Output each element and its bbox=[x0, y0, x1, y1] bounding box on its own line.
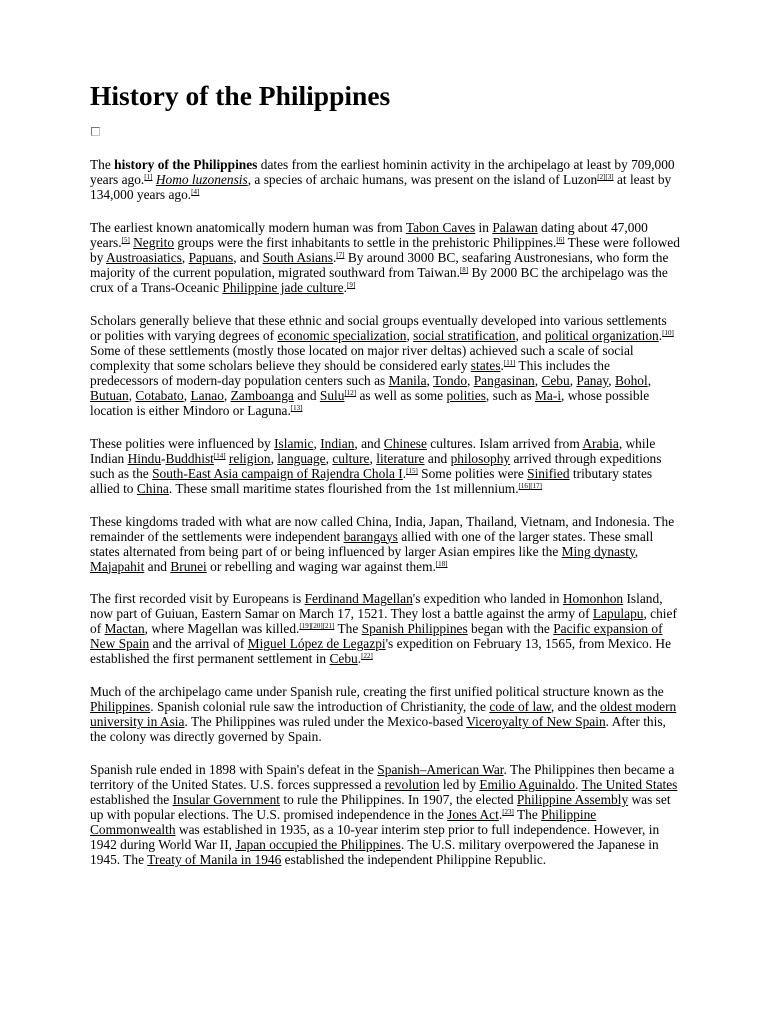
body-text: and bbox=[424, 450, 451, 466]
body-text: , such as bbox=[485, 387, 536, 403]
body-text: , and bbox=[233, 249, 263, 265]
wiki-link[interactable]: Pacific expansion of New Spain bbox=[90, 621, 663, 652]
body-text: . bbox=[402, 465, 407, 481]
wiki-link[interactable]: revolution bbox=[384, 777, 440, 793]
paragraph bbox=[90, 220, 680, 295]
citation-link[interactable]: [6] bbox=[556, 235, 565, 244]
broken-image-icon bbox=[91, 127, 100, 136]
wiki-link[interactable]: Panay bbox=[576, 372, 609, 388]
citation-link[interactable]: [22] bbox=[361, 652, 373, 661]
body-text: and the arrival of bbox=[149, 636, 248, 652]
body-text: tributary states allied to bbox=[90, 465, 653, 496]
citation-link[interactable]: [7] bbox=[336, 250, 345, 259]
wiki-link[interactable]: Palawan bbox=[492, 219, 538, 235]
wiki-link[interactable]: Mactan bbox=[104, 621, 145, 637]
body-text: , bbox=[313, 435, 321, 451]
body-text: or rebelling and waging war against them. bbox=[206, 558, 436, 574]
citation-link[interactable]: [5] bbox=[121, 235, 130, 244]
wiki-link[interactable]: Japan occupied the Philippines bbox=[235, 837, 401, 853]
body-text: , bbox=[406, 327, 414, 343]
wiki-link[interactable]: economic specialization bbox=[277, 327, 407, 343]
wiki-link[interactable]: Lanao bbox=[190, 387, 224, 403]
body-text: to rule the Philippines. In 1907, the elected bbox=[280, 792, 517, 808]
citation-link[interactable]: [18] bbox=[435, 559, 448, 568]
wiki-link[interactable]: Zamboanga bbox=[230, 387, 294, 403]
body-text: Some polities were bbox=[417, 465, 528, 481]
wiki-link[interactable]: Bohol bbox=[614, 372, 648, 388]
body-text: 's expedition on February 13, 1565, from Mexico. He established the first permanent settlement in bbox=[90, 636, 672, 667]
wiki-link[interactable]: Philippines bbox=[90, 699, 151, 715]
citation-sup bbox=[605, 173, 613, 181]
citation-sup bbox=[460, 266, 468, 274]
body-text: in bbox=[475, 219, 493, 235]
paragraph bbox=[90, 436, 680, 496]
wiki-link[interactable]: Spanish–American War bbox=[377, 762, 504, 778]
citation-sup bbox=[214, 452, 226, 460]
citation-sup bbox=[291, 404, 303, 412]
body-text: , and bbox=[515, 327, 545, 343]
body-text: dates from the earliest hominin activity in the archipelago at least by 709,000 years ago. bbox=[90, 157, 675, 187]
wiki-link[interactable]: Jones Act bbox=[447, 807, 499, 823]
body-text: By 2000 BC the archipelago was the crux of a Trans-Oceanic bbox=[90, 264, 668, 295]
paragraph bbox=[90, 684, 680, 744]
body-text: , where Magellan was killed. bbox=[144, 621, 300, 637]
wiki-link[interactable]: Cebu bbox=[329, 651, 358, 667]
wiki-link[interactable]: barangays bbox=[343, 528, 398, 544]
body-text: These polities were influenced by bbox=[90, 435, 275, 451]
body-text: , bbox=[181, 249, 189, 265]
wiki-link[interactable]: Sinified bbox=[527, 465, 570, 481]
wiki-link[interactable]: Majapahit bbox=[90, 558, 145, 574]
citation-link[interactable]: [1] bbox=[144, 173, 153, 181]
wiki-link[interactable]: code of law bbox=[489, 699, 551, 715]
wiki-link[interactable]: Sulu bbox=[319, 387, 345, 403]
wiki-link[interactable]: Insular Government bbox=[172, 792, 281, 808]
body-text: 's expedition who landed in bbox=[412, 591, 563, 607]
body-text: . bbox=[332, 249, 337, 265]
wiki-link[interactable]: Cotabato bbox=[135, 387, 184, 403]
wiki-link[interactable]: political organization bbox=[544, 327, 659, 343]
wiki-link[interactable]: Indian bbox=[320, 435, 355, 451]
wiki-link[interactable]: Treaty of Manila in 1946 bbox=[147, 852, 282, 868]
body-text: , and bbox=[354, 435, 384, 451]
body-text: , bbox=[467, 372, 474, 388]
wiki-link[interactable]: culture bbox=[332, 450, 370, 466]
citation-link[interactable]: [14] bbox=[213, 451, 226, 460]
wiki-link[interactable]: Philippine Commonwealth bbox=[90, 807, 597, 838]
citation-link[interactable]: [11] bbox=[503, 358, 516, 367]
wiki-link[interactable]: Tabon Caves bbox=[405, 219, 476, 235]
wiki-link[interactable]: social stratification bbox=[413, 327, 516, 343]
wiki-link[interactable]: Negrito bbox=[133, 234, 175, 250]
body-text: , whose possible location is either Mindoro or Laguna. bbox=[90, 387, 650, 418]
body-text: began with the bbox=[467, 621, 554, 637]
body-text: , bbox=[128, 387, 136, 403]
body-text: Scholars generally believe that these ethnic and social groups eventually developed into various settlements or polities with varying degrees of bbox=[90, 312, 667, 343]
body-text: dating about 47,000 years. bbox=[90, 219, 648, 250]
citation-link[interactable]: [20] bbox=[311, 622, 323, 631]
citation-link[interactable]: [10] bbox=[662, 328, 674, 337]
wiki-link[interactable]: Emilio Aguinaldo bbox=[479, 777, 575, 793]
wiki-link[interactable]: Manila bbox=[388, 372, 427, 388]
body-text: arrived through expeditions such as the bbox=[90, 450, 662, 481]
citation-sup bbox=[504, 359, 515, 367]
body-text: Island, now part of Guiuan, Eastern Samar on March 17, 1521. They lost a battle against the army of bbox=[90, 591, 663, 622]
citation-link[interactable]: [12] bbox=[344, 388, 357, 397]
citation-link[interactable]: [17] bbox=[530, 481, 542, 490]
citation-sup bbox=[530, 482, 542, 490]
body-text: These were followed by bbox=[90, 234, 680, 265]
bold-text: history of the Philippines bbox=[114, 157, 258, 172]
body-text: . bbox=[658, 327, 663, 343]
citation-sup bbox=[556, 236, 564, 244]
wiki-link[interactable]: The United States bbox=[581, 777, 678, 793]
paragraph bbox=[90, 313, 680, 418]
citation-sup bbox=[361, 652, 373, 660]
wiki-link[interactable]: states bbox=[470, 357, 501, 373]
citation-link[interactable]: [15] bbox=[406, 466, 418, 475]
wiki-link[interactable]: polities bbox=[446, 387, 486, 403]
wiki-link[interactable]: South-East Asia campaign of Rajendra Chola I bbox=[152, 465, 403, 481]
wiki-link[interactable]: South Asians bbox=[262, 249, 333, 265]
body-text: allied with one of the larger states. These small states alternated from being part of or being influenced by larger Asian empires like the bbox=[90, 528, 654, 559]
paragraph bbox=[90, 157, 680, 202]
citation-sup bbox=[311, 622, 323, 630]
wiki-link[interactable]: Hindu bbox=[127, 450, 162, 466]
body-text: , bbox=[534, 372, 542, 388]
wiki-link[interactable]: Islamic bbox=[274, 435, 314, 451]
citation-link[interactable]: [23] bbox=[502, 808, 514, 817]
body-text: , bbox=[426, 372, 433, 388]
wiki-link[interactable]: literature bbox=[376, 450, 425, 466]
citation-sup bbox=[502, 808, 514, 816]
wiki-link[interactable]: Pangasinan bbox=[473, 372, 535, 388]
body-text: cultures. Islam arrived from bbox=[426, 435, 583, 451]
wiki-link[interactable]: oldest modern university in Asia bbox=[90, 699, 677, 730]
body-text: . bbox=[500, 357, 504, 373]
citation-sup bbox=[344, 389, 356, 397]
wiki-link[interactable]: Spanish Philippines bbox=[361, 621, 468, 637]
body-text: , and the bbox=[550, 699, 601, 715]
wiki-link[interactable]: religion bbox=[228, 450, 271, 466]
body-text: This includes the predecessors of modern-day population centers such as bbox=[90, 357, 610, 388]
wiki-link[interactable]: China bbox=[136, 480, 169, 496]
paragraph bbox=[90, 591, 680, 666]
wiki-link[interactable]: Homonhon bbox=[562, 591, 624, 607]
citation-sup bbox=[519, 482, 531, 490]
body-text: . bbox=[498, 807, 503, 823]
wiki-link[interactable]: Ma-i bbox=[535, 387, 562, 403]
citation-link[interactable]: [8] bbox=[459, 265, 469, 274]
body-text: Spanish rule ended in 1898 with Spain's defeat in the bbox=[90, 762, 378, 778]
body-text: groups were the first inhabitants to settle in the prehistoric Philippines. bbox=[174, 234, 557, 250]
citation-sup bbox=[406, 467, 418, 475]
body-text: . Spanish colonial rule saw the introduction of Christianity, the bbox=[150, 699, 490, 715]
body-text: . These small maritime states flourished from the 1st millennium. bbox=[168, 480, 519, 496]
citation-sup bbox=[662, 329, 674, 337]
body-text: . bbox=[343, 279, 347, 295]
body-text: By around 3000 BC, seafaring Austronesians, who form the majority of the current population, migrated southward from Taiwan. bbox=[90, 249, 669, 280]
citation-link[interactable]: [9] bbox=[346, 280, 356, 289]
citation-sup bbox=[436, 560, 448, 568]
body-text: These kingdoms traded with what are now called China, India, Japan, Thailand, Vietnam, and Indonesia. The remainder of the settlements were independent bbox=[90, 513, 675, 544]
body-text: The earliest known anatomically modern human was from bbox=[90, 219, 406, 235]
citation-link[interactable]: [4] bbox=[191, 188, 200, 196]
citation-link[interactable]: [19] bbox=[299, 622, 312, 631]
body-text: . bbox=[357, 651, 362, 667]
body-text: The bbox=[513, 807, 542, 823]
body-text: - bbox=[161, 450, 166, 466]
wiki-link[interactable]: Tondo bbox=[433, 372, 468, 388]
body-text: led by bbox=[439, 777, 480, 793]
paragraph bbox=[90, 762, 680, 867]
wiki-link[interactable]: Philippine Assembly bbox=[516, 792, 629, 808]
body-text: , a species of archaic humans, was present on the island of Luzon bbox=[247, 172, 598, 187]
body-text: . The Philippines then became a territory of the United States. U.S. forces suppressed a bbox=[90, 762, 675, 793]
wiki-link[interactable]: Austroasiatics bbox=[106, 249, 182, 265]
wiki-link[interactable]: Viceroyalty of New Spain bbox=[466, 714, 606, 730]
wiki-link[interactable]: Buddhist bbox=[165, 450, 214, 466]
citation-link[interactable]: [3] bbox=[605, 173, 614, 181]
citation-sup bbox=[122, 236, 130, 244]
body-text: Much of the archipelago came under Spanish rule, creating the first unified political structure known as the bbox=[90, 684, 664, 700]
body-text: The bbox=[90, 157, 115, 172]
body-text: was set up with popular elections. The U.S. promised independence in the bbox=[90, 792, 671, 823]
wiki-link[interactable]: Arabia bbox=[582, 435, 619, 451]
body-text: , bbox=[634, 543, 639, 559]
body-text: established the independent Philippine Republic. bbox=[281, 852, 547, 868]
body-text: , bbox=[325, 450, 333, 466]
paragraph bbox=[90, 514, 680, 574]
body-text: , bbox=[647, 372, 652, 388]
wiki-link[interactable]: Brunei bbox=[170, 558, 207, 574]
wiki-link[interactable]: Cebu bbox=[541, 372, 570, 388]
body-text: . After this, the colony was directly governed by Spain. bbox=[90, 714, 666, 745]
body-text: , bbox=[223, 387, 231, 403]
body-text: , bbox=[183, 387, 191, 403]
body-text: The first recorded visit by Europeans is bbox=[90, 591, 305, 607]
citation-link[interactable]: [13] bbox=[290, 403, 303, 412]
body-text: , bbox=[369, 450, 377, 466]
body-text: The bbox=[334, 621, 362, 637]
page-title: History of the Philippines bbox=[90, 80, 391, 111]
body-text: and bbox=[144, 558, 171, 574]
body-text: and bbox=[293, 387, 320, 403]
wiki-link[interactable]: Homo luzonensis bbox=[155, 172, 248, 187]
body-text: established the bbox=[90, 792, 173, 808]
citation-link[interactable]: [21] bbox=[322, 622, 335, 631]
body-text: , bbox=[569, 372, 577, 388]
body-text: , chief of bbox=[90, 606, 677, 637]
wiki-link[interactable]: Ferdinand Magellan bbox=[304, 591, 413, 607]
citation-sup bbox=[191, 188, 199, 196]
body-text: , bbox=[608, 372, 615, 388]
citation-sup bbox=[347, 281, 355, 289]
citation-sup bbox=[299, 622, 311, 630]
body-text: was established in 1935, as a 10-year interim step prior to full independence. However, in 1942 during World War II, bbox=[90, 822, 660, 853]
body-text: . bbox=[574, 777, 582, 793]
citation-link[interactable]: [16] bbox=[518, 481, 531, 490]
wiki-link[interactable]: Papuans bbox=[188, 249, 234, 265]
body-text: , while Indian bbox=[90, 435, 656, 466]
wiki-link[interactable]: language bbox=[277, 450, 326, 466]
citation-sup bbox=[323, 622, 335, 630]
wiki-link[interactable]: Chinese bbox=[383, 435, 427, 451]
wiki-link[interactable]: Lapulapu bbox=[592, 606, 644, 622]
body-text: , bbox=[270, 450, 278, 466]
wiki-link[interactable]: philosophy bbox=[450, 450, 511, 466]
citation-link[interactable]: [2] bbox=[597, 173, 606, 181]
body-text: at least by 134,000 years ago. bbox=[90, 172, 672, 202]
wiki-link[interactable]: Ming dynasty bbox=[561, 543, 635, 559]
article-body bbox=[90, 157, 680, 885]
body-text: . The U.S. military overpowered the Japanese in 1945. The bbox=[90, 837, 659, 868]
body-text: . The Philippines was ruled under the Mexico-based bbox=[184, 714, 467, 730]
body-text: Some of these settlements (mostly those located on major river deltas) achieved such a scale of social complexity that some scholars believe they should be considered early bbox=[90, 342, 634, 373]
body-text: as well as some bbox=[356, 387, 447, 403]
wiki-link[interactable]: Butuan bbox=[90, 387, 129, 403]
wiki-link[interactable]: Philippine jade culture bbox=[222, 279, 344, 295]
wiki-link[interactable]: Miguel López de Legazpi bbox=[247, 636, 386, 652]
